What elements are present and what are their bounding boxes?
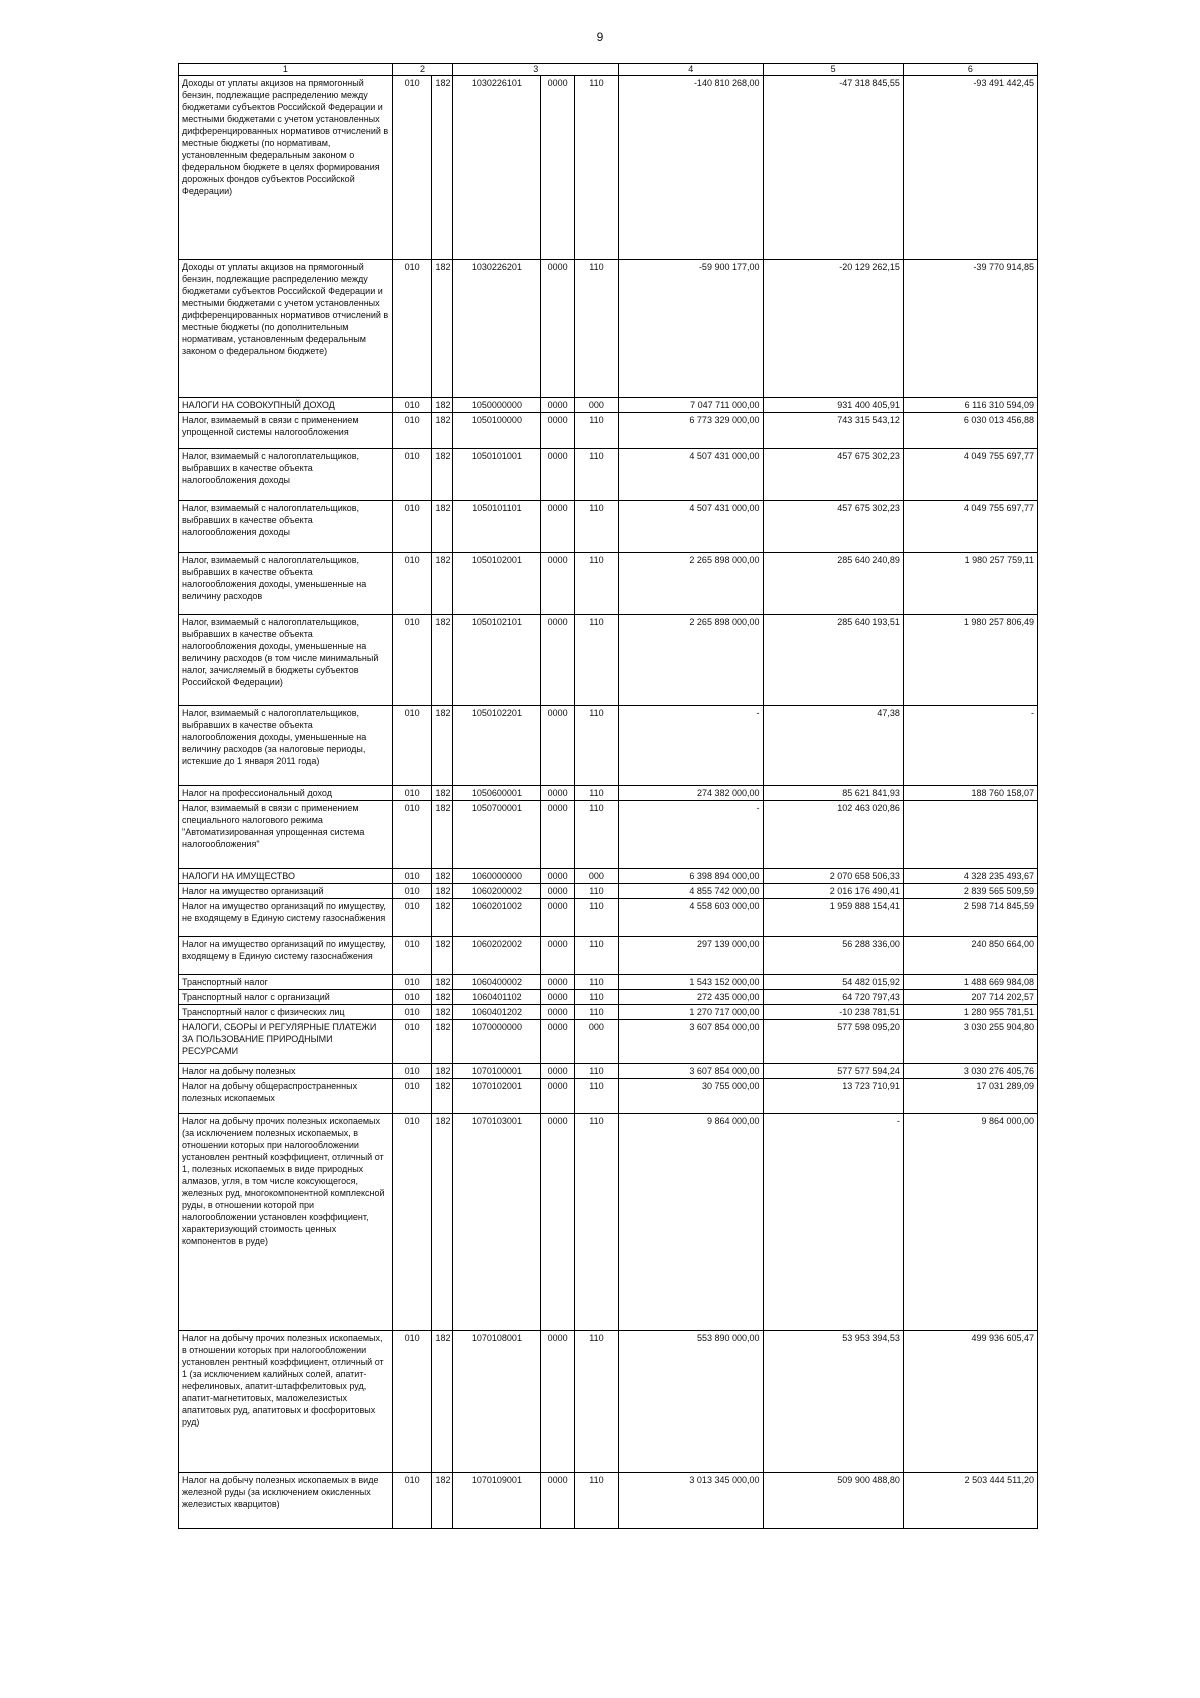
unexecuted-value: 6 030 013 456,88 (903, 413, 1037, 449)
approved-value: 3 607 854 000,00 (618, 1064, 763, 1079)
kosgu-code: 110 (574, 1473, 618, 1529)
kbk-code: 1050101101 (453, 501, 541, 553)
executed-value: 53 953 394,53 (763, 1331, 903, 1473)
row-name: Налог на имущество организаций (179, 884, 393, 899)
approved-value: 3 607 854 000,00 (618, 1020, 763, 1064)
admin-code: 182 (432, 884, 453, 899)
row-name: Доходы от уплаты акцизов на прямогонный бензин, подлежащие распределению между бюджетами субъектов Российской Федерации и местными бюджетами с учетом установленных дифференцированных нормативов отчислений в местные бюджеты (по дополнительным нормативам, установленным федеральным законом о федеральном бюджете) (179, 260, 393, 398)
row-name: Налог на добычу полезных ископаемых в виде железной руды (за исключением окисленных железистых кварцитов) (179, 1473, 393, 1529)
kbk-code: 1060000000 (453, 869, 541, 884)
approved-value: 30 755 000,00 (618, 1079, 763, 1114)
program-code: 0000 (541, 1331, 575, 1473)
unexecuted-value (903, 801, 1037, 869)
approved-value: 2 265 898 000,00 (618, 615, 763, 706)
column-header: 4 (618, 64, 763, 76)
kbk-code: 1070102001 (453, 1079, 541, 1114)
row-name: Налог на добычу прочих полезных ископаемых, в отношении которых при налогообложении установлен рентный коэффициент, отличный от 1 (за исключением калийных солей, апатит-нефелиновых, апатит-штаффелитовых руд, апатит-магнетитовых, маложелезистых апатитовых руд, апатитовых и фосфоритовых руд) (179, 1331, 393, 1473)
row-name: Налог, взимаемый с налогоплательщиков, выбравших в качестве объекта налогообложения доходы, уменьшенные на величину расходов (в том числе минимальный налог, зачисляемый в бюджеты субъектов Российской Федерации) (179, 615, 393, 706)
executed-value: 457 675 302,23 (763, 449, 903, 501)
table-row (179, 1114, 1038, 1331)
approved-value: 6 773 329 000,00 (618, 413, 763, 449)
row-name: Налог на имущество организаций по имуществу, входящему в Единую систему газоснабжения (179, 937, 393, 975)
approved-value: 4 558 603 000,00 (618, 899, 763, 937)
kbk-code: 1070100001 (453, 1064, 541, 1079)
budget-revenue-table (178, 63, 1038, 1529)
kbk-code: 1060202002 (453, 937, 541, 975)
kbk-code: 1060200002 (453, 884, 541, 899)
approved-value: 4 507 431 000,00 (618, 449, 763, 501)
admin-code: 182 (432, 937, 453, 975)
table-row (179, 1079, 1038, 1114)
row-name: НАЛОГИ, СБОРЫ И РЕГУЛЯРНЫЕ ПЛАТЕЖИ ЗА ПОЛЬЗОВАНИЕ ПРИРОДНЫМИ РЕСУРСАМИ (179, 1020, 393, 1064)
table-row (179, 501, 1038, 553)
admin-code: 182 (432, 553, 453, 615)
program-code: 0000 (541, 449, 575, 501)
unexecuted-value: 2 839 565 509,59 (903, 884, 1037, 899)
row-name: Налог, взимаемый с налогоплательщиков, выбравших в качестве объекта налогообложения доходы (179, 449, 393, 501)
program-code: 0000 (541, 553, 575, 615)
section-code: 010 (392, 1079, 432, 1114)
program-code: 0000 (541, 937, 575, 975)
unexecuted-value: 4 049 755 697,77 (903, 449, 1037, 501)
row-name: Налог, взимаемый в связи с применением упрощенной системы налогообложения (179, 413, 393, 449)
unexecuted-value: 1 488 669 984,08 (903, 975, 1037, 990)
approved-value: 272 435 000,00 (618, 990, 763, 1005)
program-code: 0000 (541, 884, 575, 899)
section-code: 010 (392, 260, 432, 398)
kosgu-code: 110 (574, 1114, 618, 1331)
kosgu-code: 110 (574, 706, 618, 786)
section-code: 010 (392, 1114, 432, 1331)
unexecuted-value: 1 280 955 781,51 (903, 1005, 1037, 1020)
section-code: 010 (392, 615, 432, 706)
admin-code: 182 (432, 1473, 453, 1529)
program-code: 0000 (541, 398, 575, 413)
kosgu-code: 110 (574, 937, 618, 975)
kosgu-code: 110 (574, 260, 618, 398)
approved-value: 4 507 431 000,00 (618, 501, 763, 553)
program-code: 0000 (541, 1064, 575, 1079)
program-code: 0000 (541, 76, 575, 260)
row-name: Налог на добычу общераспространенных полезных ископаемых (179, 1079, 393, 1114)
unexecuted-value: 2 598 714 845,59 (903, 899, 1037, 937)
unexecuted-value: 240 850 664,00 (903, 937, 1037, 975)
kbk-code: 1050101001 (453, 449, 541, 501)
column-header: 2 (392, 64, 453, 76)
kosgu-code: 110 (574, 76, 618, 260)
approved-value: 3 013 345 000,00 (618, 1473, 763, 1529)
column-header: 5 (763, 64, 903, 76)
table-row (179, 975, 1038, 990)
admin-code: 182 (432, 899, 453, 937)
section-code: 010 (392, 449, 432, 501)
executed-value: 285 640 193,51 (763, 615, 903, 706)
admin-code: 182 (432, 990, 453, 1005)
unexecuted-value: 3 030 276 405,76 (903, 1064, 1037, 1079)
admin-code: 182 (432, 801, 453, 869)
table-row (179, 990, 1038, 1005)
section-code: 010 (392, 553, 432, 615)
program-code: 0000 (541, 1114, 575, 1331)
table-row (179, 398, 1038, 413)
admin-code: 182 (432, 1064, 453, 1079)
table-row (179, 869, 1038, 884)
unexecuted-value: 1 980 257 806,49 (903, 615, 1037, 706)
executed-value: - (763, 1114, 903, 1331)
row-name: Транспортный налог с организаций (179, 990, 393, 1005)
admin-code: 182 (432, 501, 453, 553)
kosgu-code: 110 (574, 449, 618, 501)
program-code: 0000 (541, 899, 575, 937)
row-name: Налог, взимаемый с налогоплательщиков, выбравших в качестве объекта налогообложения доходы (179, 501, 393, 553)
executed-value: 56 288 336,00 (763, 937, 903, 975)
executed-value: -47 318 845,55 (763, 76, 903, 260)
table-row (179, 884, 1038, 899)
approved-value: -59 900 177,00 (618, 260, 763, 398)
approved-value: 6 398 894 000,00 (618, 869, 763, 884)
table-header-row (179, 64, 1038, 76)
approved-value: 1 270 717 000,00 (618, 1005, 763, 1020)
unexecuted-value: 4 049 755 697,77 (903, 501, 1037, 553)
kbk-code: 1070103001 (453, 1114, 541, 1331)
executed-value: 1 959 888 154,41 (763, 899, 903, 937)
admin-code: 182 (432, 1114, 453, 1331)
kbk-code: 1050600001 (453, 786, 541, 801)
admin-code: 182 (432, 869, 453, 884)
row-name: Доходы от уплаты акцизов на прямогонный бензин, подлежащие распределению между бюджетами субъектов Российской Федерации и местными бюджетами с учетом установленных дифференцированных нормативов отчислений в местные бюджеты (по нормативам, установленным федеральным законом о федеральном бюджете в целях формирования дорожных фондов субъектов Российской Федерации) (179, 76, 393, 260)
executed-value: 743 315 543,12 (763, 413, 903, 449)
kbk-code: 1050102101 (453, 615, 541, 706)
kbk-code: 1050000000 (453, 398, 541, 413)
program-code: 0000 (541, 1473, 575, 1529)
table-row (179, 786, 1038, 801)
kosgu-code: 110 (574, 1331, 618, 1473)
row-name: Налог, взимаемый в связи с применением специального налогового режима "Автоматизированная упрощенная система налогообложения" (179, 801, 393, 869)
kbk-code: 1060400002 (453, 975, 541, 990)
kbk-code: 1050100000 (453, 413, 541, 449)
executed-value: 457 675 302,23 (763, 501, 903, 553)
section-code: 010 (392, 990, 432, 1005)
program-code: 0000 (541, 975, 575, 990)
executed-value: 2 070 658 506,33 (763, 869, 903, 884)
kosgu-code: 110 (574, 801, 618, 869)
approved-value: - (618, 801, 763, 869)
table-row (179, 1020, 1038, 1064)
kosgu-code: 000 (574, 398, 618, 413)
executed-value: 509 900 488,80 (763, 1473, 903, 1529)
section-code: 010 (392, 706, 432, 786)
row-name: Налог на профессиональный доход (179, 786, 393, 801)
kosgu-code: 000 (574, 1020, 618, 1064)
kosgu-code: 110 (574, 553, 618, 615)
table-row (179, 449, 1038, 501)
kbk-code: 1030226201 (453, 260, 541, 398)
kosgu-code: 110 (574, 413, 618, 449)
admin-code: 182 (432, 413, 453, 449)
approved-value: 297 139 000,00 (618, 937, 763, 975)
approved-value: 7 047 711 000,00 (618, 398, 763, 413)
executed-value: -20 129 262,15 (763, 260, 903, 398)
program-code: 0000 (541, 413, 575, 449)
kbk-code: 1060401202 (453, 1005, 541, 1020)
admin-code: 182 (432, 975, 453, 990)
section-code: 010 (392, 1473, 432, 1529)
column-header: 6 (903, 64, 1037, 76)
unexecuted-value: 17 031 289,09 (903, 1079, 1037, 1114)
approved-value: 9 864 000,00 (618, 1114, 763, 1331)
table-row (179, 706, 1038, 786)
section-code: 010 (392, 501, 432, 553)
executed-value: 13 723 710,91 (763, 1079, 903, 1114)
program-code: 0000 (541, 869, 575, 884)
kbk-code: 1070109001 (453, 1473, 541, 1529)
admin-code: 182 (432, 1005, 453, 1020)
section-code: 010 (392, 1331, 432, 1473)
admin-code: 182 (432, 1079, 453, 1114)
row-name: Налог, взимаемый с налогоплательщиков, выбравших в качестве объекта налогообложения доходы, уменьшенные на величину расходов (за налоговые периоды, истекшие до 1 января 2011 года) (179, 706, 393, 786)
executed-value: 64 720 797,43 (763, 990, 903, 1005)
table-row (179, 801, 1038, 869)
row-name: НАЛОГИ НА СОВОКУПНЫЙ ДОХОД (179, 398, 393, 413)
executed-value: 85 621 841,93 (763, 786, 903, 801)
kbk-code: 1050102201 (453, 706, 541, 786)
section-code: 010 (392, 899, 432, 937)
approved-value: 4 855 742 000,00 (618, 884, 763, 899)
executed-value: 54 482 015,92 (763, 975, 903, 990)
row-name: Транспортный налог (179, 975, 393, 990)
program-code: 0000 (541, 501, 575, 553)
section-code: 010 (392, 1020, 432, 1064)
approved-value: 274 382 000,00 (618, 786, 763, 801)
kosgu-code: 110 (574, 884, 618, 899)
program-code: 0000 (541, 615, 575, 706)
admin-code: 182 (432, 449, 453, 501)
row-name: НАЛОГИ НА ИМУЩЕСТВО (179, 869, 393, 884)
unexecuted-value: 9 864 000,00 (903, 1114, 1037, 1331)
section-code: 010 (392, 76, 432, 260)
table-row (179, 1473, 1038, 1529)
kosgu-code: 110 (574, 786, 618, 801)
program-code: 0000 (541, 990, 575, 1005)
section-code: 010 (392, 786, 432, 801)
unexecuted-value: -39 770 914,85 (903, 260, 1037, 398)
program-code: 0000 (541, 1079, 575, 1114)
program-code: 0000 (541, 786, 575, 801)
section-code: 010 (392, 1064, 432, 1079)
section-code: 010 (392, 413, 432, 449)
executed-value: 931 400 405,91 (763, 398, 903, 413)
kbk-code: 1030226101 (453, 76, 541, 260)
unexecuted-value: 1 980 257 759,11 (903, 553, 1037, 615)
unexecuted-value: 207 714 202,57 (903, 990, 1037, 1005)
table-row (179, 76, 1038, 260)
kbk-code: 1060401102 (453, 990, 541, 1005)
table-row (179, 615, 1038, 706)
admin-code: 182 (432, 786, 453, 801)
approved-value: - (618, 706, 763, 786)
admin-code: 182 (432, 76, 453, 260)
executed-value: 102 463 020,86 (763, 801, 903, 869)
unexecuted-value: - (903, 706, 1037, 786)
unexecuted-value: 6 116 310 594,09 (903, 398, 1037, 413)
kosgu-code: 110 (574, 1079, 618, 1114)
kbk-code: 1050102001 (453, 553, 541, 615)
admin-code: 182 (432, 1020, 453, 1064)
kosgu-code: 000 (574, 869, 618, 884)
row-name: Налог на добычу прочих полезных ископаемых (за исключением полезных ископаемых, в отношении которых при налогообложении установлен рентный коэффициент, отличный от 1, полезных ископаемых в виде природных алмазов, угля, в том числе коксующегося, железных руд, многокомпонентной комплексной руды, в отношении которой при налогообложении установлен коэффициент, характеризующий стоимость ценных компонентов в руде) (179, 1114, 393, 1331)
admin-code: 182 (432, 398, 453, 413)
table-row (179, 899, 1038, 937)
unexecuted-value: 188 760 158,07 (903, 786, 1037, 801)
row-name: Налог, взимаемый с налогоплательщиков, выбравших в качестве объекта налогообложения доходы, уменьшенные на величину расходов (179, 553, 393, 615)
section-code: 010 (392, 1005, 432, 1020)
executed-value: 47,38 (763, 706, 903, 786)
admin-code: 182 (432, 706, 453, 786)
kbk-code: 1070000000 (453, 1020, 541, 1064)
program-code: 0000 (541, 260, 575, 398)
row-name: Налог на имущество организаций по имуществу, не входящему в Единую систему газоснабжения (179, 899, 393, 937)
section-code: 010 (392, 937, 432, 975)
program-code: 0000 (541, 1020, 575, 1064)
kosgu-code: 110 (574, 990, 618, 1005)
program-code: 0000 (541, 706, 575, 786)
kbk-code: 1060201002 (453, 899, 541, 937)
unexecuted-value: 2 503 444 511,20 (903, 1473, 1037, 1529)
column-header: 3 (453, 64, 619, 76)
row-name: Транспортный налог с физических лиц (179, 1005, 393, 1020)
kosgu-code: 110 (574, 501, 618, 553)
approved-value: 1 543 152 000,00 (618, 975, 763, 990)
kosgu-code: 110 (574, 1005, 618, 1020)
kosgu-code: 110 (574, 615, 618, 706)
table-row (179, 1064, 1038, 1079)
table-row (179, 1331, 1038, 1473)
table-row (179, 553, 1038, 615)
admin-code: 182 (432, 1331, 453, 1473)
approved-value: 2 265 898 000,00 (618, 553, 763, 615)
program-code: 0000 (541, 801, 575, 869)
column-header: 1 (179, 64, 393, 76)
program-code: 0000 (541, 1005, 575, 1020)
table-row (179, 1005, 1038, 1020)
executed-value: 2 016 176 490,41 (763, 884, 903, 899)
approved-value: -140 810 268,00 (618, 76, 763, 260)
admin-code: 182 (432, 615, 453, 706)
table-row (179, 413, 1038, 449)
unexecuted-value: 499 936 605,47 (903, 1331, 1037, 1473)
section-code: 010 (392, 869, 432, 884)
section-code: 010 (392, 398, 432, 413)
unexecuted-value: 4 328 235 493,67 (903, 869, 1037, 884)
kosgu-code: 110 (574, 899, 618, 937)
executed-value: 577 598 095,20 (763, 1020, 903, 1064)
kbk-code: 1050700001 (453, 801, 541, 869)
approved-value: 553 890 000,00 (618, 1331, 763, 1473)
section-code: 010 (392, 975, 432, 990)
page-number: 9 (596, 30, 604, 44)
kosgu-code: 110 (574, 1064, 618, 1079)
kbk-code: 1070108001 (453, 1331, 541, 1473)
executed-value: -10 238 781,51 (763, 1005, 903, 1020)
section-code: 010 (392, 801, 432, 869)
kosgu-code: 110 (574, 975, 618, 990)
table-row (179, 260, 1038, 398)
admin-code: 182 (432, 260, 453, 398)
executed-value: 285 640 240,89 (763, 553, 903, 615)
section-code: 010 (392, 884, 432, 899)
row-name: Налог на добычу полезных (179, 1064, 393, 1079)
unexecuted-value: -93 491 442,45 (903, 76, 1037, 260)
table-row (179, 937, 1038, 975)
unexecuted-value: 3 030 255 904,80 (903, 1020, 1037, 1064)
executed-value: 577 577 594,24 (763, 1064, 903, 1079)
